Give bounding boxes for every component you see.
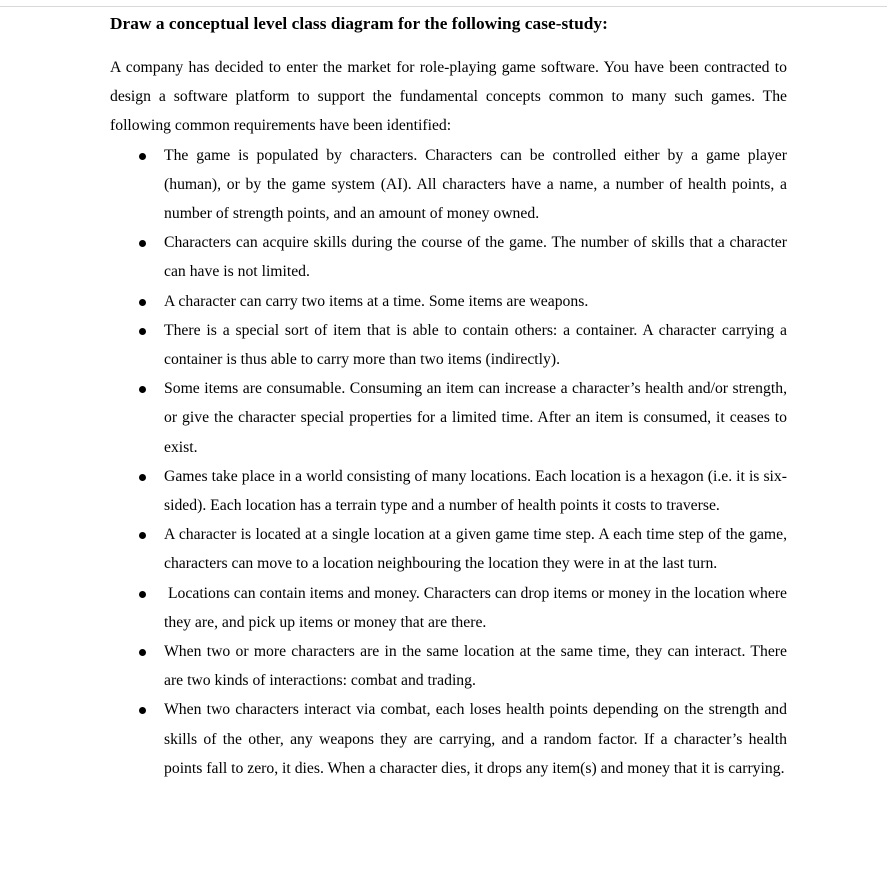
list-item-text: The game is populated by characters. Characters can be controlled either by a game player (human), or by the game system (AI). All characters have a name, a number of health points, a number of strength points, and an amount of money owned. (164, 146, 787, 223)
list-item (110, 520, 787, 578)
requirements-list (110, 141, 791, 783)
list-item (110, 579, 791, 637)
bullet-icon (139, 707, 146, 714)
list-item-text: Characters can acquire skills during the course of the game. The number of skills that a character can have is not limited. (164, 234, 787, 281)
list-item (110, 637, 787, 695)
list-item-text: When two or more characters are in the same location at the same time, they can interact. There are two kinds of interactions: combat and trading. (164, 643, 787, 690)
list-item-text: There is a special sort of item that is able to contain others: a container. A character carrying a container is thus able to carry more than two items (indirectly). (164, 321, 787, 369)
bullet-icon (139, 386, 146, 393)
page-heading: Draw a conceptual level class diagram for the following case-study: (110, 14, 608, 33)
document-page (110, 12, 791, 783)
list-item-text: Games take place in a world consisting of many locations. Each location is a hexagon (i.e. it is six-sided). Each location has a terrain type and a number of health points it costs to traverse. (164, 467, 787, 515)
intro-paragraph: A company has decided to enter the market for role-playing game software. You have been contracted to design a software platform to support the fundamental concepts common to many such games. The following common requirements have been identified: (110, 59, 787, 135)
list-item (110, 141, 787, 229)
list-item-text: When two characters interact via combat, each loses health points depending on the strength and skills of the other, any weapons they are carrying, and a random factor. If a character’s health points fall to zero, it dies. When a character dies, it drops any item(s) and money that it is carrying. (164, 701, 787, 777)
bullet-icon (139, 532, 146, 539)
list-item (110, 287, 787, 316)
list-item (110, 695, 787, 783)
bullet-icon (139, 591, 146, 598)
list-item (110, 316, 787, 374)
list-item-text: Some items are consumable. Consuming an item can increase a character’s health and/or strength, or give the character special properties for a limited time. After an item is consumed, it ceases to exist. (164, 380, 787, 456)
list-item (110, 462, 787, 520)
list-item (110, 374, 787, 462)
bullet-icon (139, 649, 146, 656)
bullet-icon (139, 328, 146, 335)
bullet-icon (139, 153, 146, 160)
list-item (110, 228, 787, 286)
list-item-text: A character can carry two items at a time. Some items are weapons. (164, 292, 589, 310)
top-divider (0, 6, 887, 7)
list-item-text: Locations can contain items and money. Characters can drop items or money in the location where they are, and pick up items or money that are there. (164, 584, 791, 631)
bullet-icon (139, 474, 146, 481)
bullet-icon (139, 240, 146, 247)
bullet-icon (139, 299, 146, 306)
list-item-text: A character is located at a single location at a given game time step. A each time step of the game, characters can move to a location neighbouring the location they were in at the last turn. (164, 526, 787, 573)
